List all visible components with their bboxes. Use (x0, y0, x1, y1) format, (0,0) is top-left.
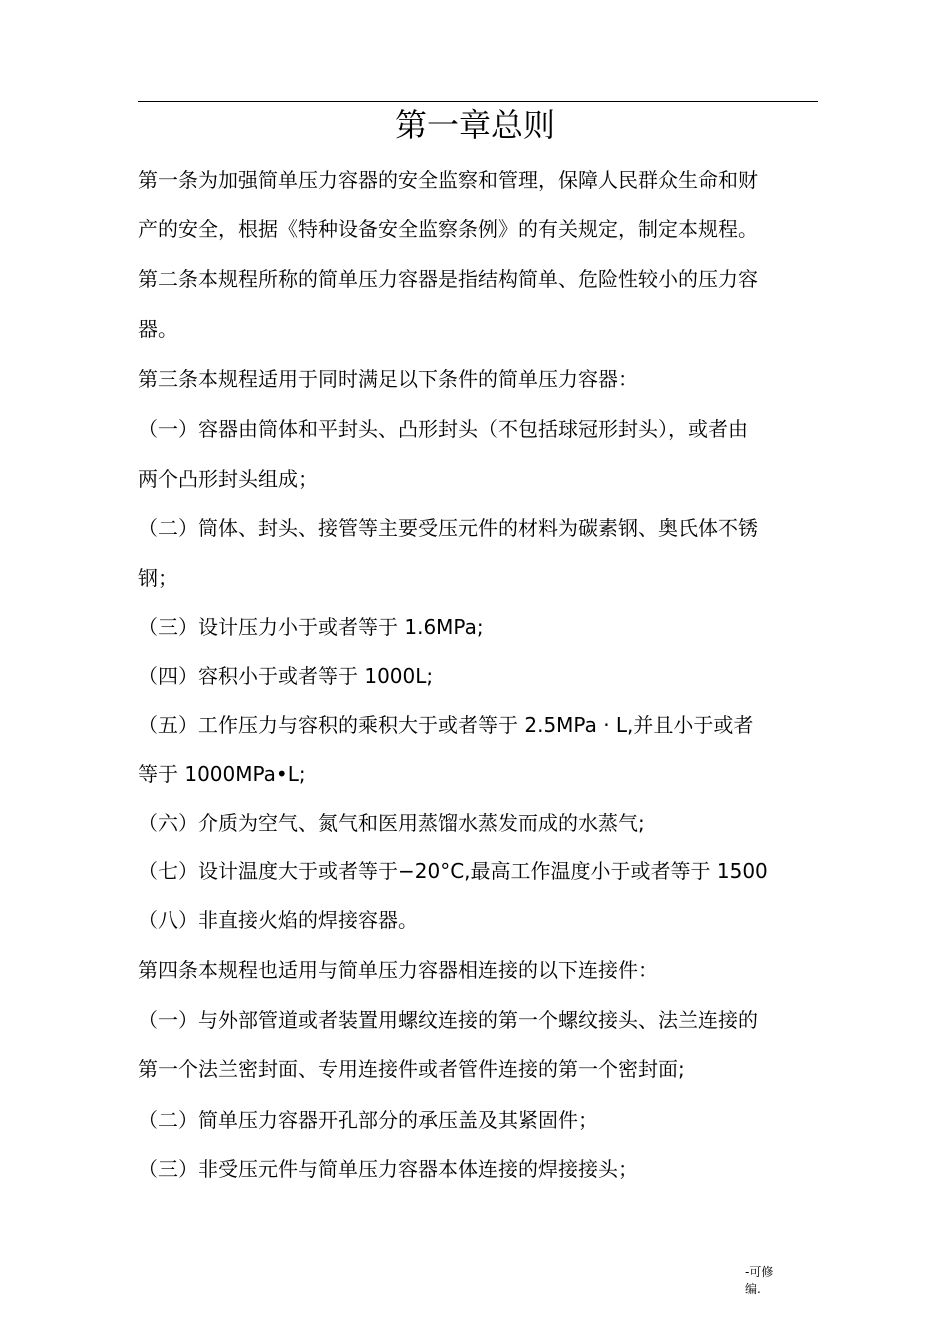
text-line: （二）筒体、封头、接管等主要受压元件的材料为碳素钢、奥氏体不锈 (138, 516, 758, 540)
text-line: （五）工作压力与容积的乘积大于或者等于 2.5MPa · L,并且小于或者 (138, 713, 754, 737)
page-footer (745, 1264, 805, 1298)
text-line: 等于 1000MPa•L; (138, 762, 306, 786)
text-line: （六）介质为空气、氮气和医用蒸馏水蒸发而成的水蒸气; (138, 811, 645, 835)
text-line: （七）设计温度大于或者等于−20°C,最高工作温度小于或者等于 1500 (138, 859, 768, 883)
text-line: （四）容积小于或者等于 1000L; (138, 664, 434, 688)
text-line: 第三条本规程适用于同时满足以下条件的简单压力容器： (138, 367, 638, 391)
text-line: （三）设计压力小于或者等于 1.6MPa; (138, 615, 484, 639)
text-line: 器。 (138, 317, 178, 341)
text-line: （三）非受压元件与简单压力容器本体连接的焊接接头； (138, 1157, 638, 1181)
text-line: （八）非直接火焰的焊接容器。 (138, 908, 418, 932)
text-line: （二）简单压力容器开孔部分的承压盖及其紧固件； (138, 1108, 598, 1132)
footer-line: -可修 (745, 1265, 774, 1279)
footer-line: 编. (745, 1282, 761, 1296)
text-line: 第一条为加强简单压力容器的安全监察和管理，保障人民群众生命和财 (138, 168, 758, 192)
text-line: 第二条本规程所称的简单压力容器是指结构简单、危险性较小的压力容 (138, 267, 758, 291)
text-line: 产的安全，根据《特种设备安全监察条例》的有关规定，制定本规程。 (138, 217, 758, 241)
text-line: 第一个法兰密封面、专用连接件或者管件连接的第一个密封面; (138, 1057, 685, 1081)
text-line: （一）与外部管道或者装置用螺纹连接的第一个螺纹接头、法兰连接的 (138, 1008, 758, 1032)
text-line: 钢； (138, 566, 178, 590)
text-line: （一）容器由筒体和平封头、凸形封头（不包括球冠形封头），或者由 (138, 417, 748, 441)
text-line: 两个凸形封头组成； (138, 467, 318, 491)
chapter-title: 第一章总则 (394, 106, 555, 144)
text-line: 第四条本规程也适用与简单压力容器相连接的以下连接件： (138, 958, 658, 982)
